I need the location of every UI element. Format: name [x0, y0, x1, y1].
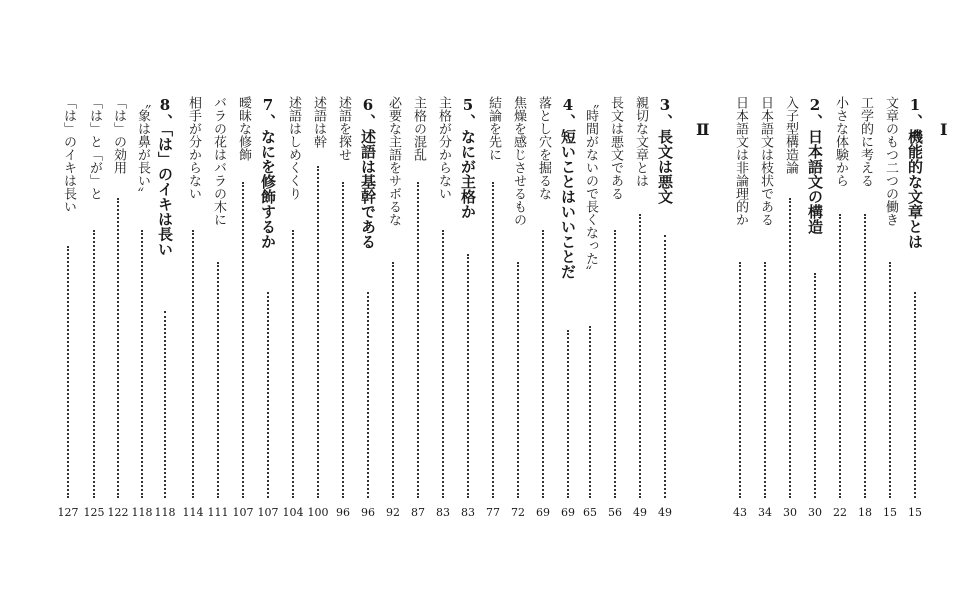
dot-leader — [542, 230, 544, 498]
dot-leader — [217, 262, 219, 498]
toc-section[interactable] — [605, 96, 625, 519]
dot-leader — [864, 214, 866, 498]
toc-section[interactable] — [533, 96, 553, 519]
dot-leader — [567, 330, 569, 498]
toc-page-number: 49 — [658, 506, 672, 519]
dot-leader — [267, 292, 269, 498]
toc-entry-title: 6、述語は基幹である — [359, 96, 377, 249]
toc-page-number: 56 — [608, 506, 622, 519]
toc-section[interactable] — [83, 96, 105, 519]
toc-page-number: 96 — [336, 506, 350, 519]
toc-entry-title: 結論を先に — [486, 96, 501, 161]
toc-chapter[interactable] — [257, 96, 279, 519]
toc-page-number: 30 — [783, 506, 797, 519]
toc-page-number: 49 — [633, 506, 647, 519]
toc-page-number: 43 — [733, 506, 747, 519]
dot-leader — [517, 262, 519, 498]
dot-leader — [164, 311, 166, 498]
toc-entry-title: 5、なにが主格か — [459, 96, 477, 219]
toc-entry-title: 曖昧な修飾 — [236, 96, 251, 161]
toc-section[interactable] — [232, 96, 254, 519]
toc-page-number: 122 — [107, 506, 129, 519]
toc-entry-title: 2、日本語文の構造 — [806, 96, 824, 234]
dot-leader — [492, 182, 494, 498]
toc-entry-title: 「は」と「が」と — [87, 96, 102, 200]
toc-chapter[interactable] — [655, 96, 675, 519]
toc-entry-title: 〝時間がないので長くなった〟 — [583, 96, 598, 278]
toc-section[interactable] — [182, 96, 204, 519]
toc-entry-title: 文章のもつ二つの働き — [883, 96, 898, 226]
toc-page-number: 87 — [411, 506, 425, 519]
toc-page-number: 72 — [511, 506, 525, 519]
dot-leader — [639, 214, 641, 498]
toc-chapter[interactable] — [905, 96, 925, 519]
dot-leader — [141, 230, 143, 498]
toc-entry-title: 主格が分からない — [436, 96, 451, 200]
toc-entry-title: 小さな体験から — [833, 96, 848, 187]
toc-section[interactable] — [307, 96, 329, 519]
toc-entry-title: 述語は幹 — [311, 96, 326, 148]
toc-section[interactable] — [880, 96, 900, 519]
dot-leader — [614, 230, 616, 498]
dot-leader — [192, 230, 194, 498]
toc-page-number: 127 — [57, 506, 79, 519]
toc-page-number: 92 — [386, 506, 400, 519]
dot-leader — [739, 262, 741, 498]
toc-chapter[interactable] — [558, 96, 578, 519]
dot-leader — [67, 246, 69, 498]
toc-page-number: 125 — [83, 506, 105, 519]
toc-entry-title: 述語を探せ — [336, 96, 351, 161]
toc-section[interactable] — [730, 96, 750, 519]
dot-leader — [117, 198, 119, 498]
toc-chapter[interactable] — [358, 96, 378, 519]
toc-entry-title: 1、機能的な文章とは — [906, 96, 924, 249]
toc-chapter[interactable] — [805, 96, 825, 519]
toc-entry-title: 述語はしめくくり — [286, 96, 301, 200]
toc-page-number: 69 — [536, 506, 550, 519]
toc-section[interactable] — [207, 96, 229, 519]
toc-entry-title: 相手が分からない — [186, 96, 201, 200]
toc-entry-title: 親切な文章とは — [633, 96, 648, 187]
toc-entry-title: 7、なにを修飾するか — [259, 96, 277, 249]
toc-page-number: 69 — [561, 506, 575, 519]
toc-section[interactable] — [755, 96, 775, 519]
dot-leader — [664, 235, 666, 498]
dot-leader — [93, 230, 95, 498]
dot-leader — [292, 230, 294, 498]
toc-section[interactable] — [57, 96, 79, 519]
toc-page-number: 107 — [232, 506, 254, 519]
toc-entry-title: 主格の混乱 — [411, 96, 426, 161]
toc-entry-title: 落とし穴を掘るな — [536, 96, 551, 200]
toc-entry-title: 4、短いことはいいことだ — [559, 96, 577, 279]
toc-page-number: 83 — [461, 506, 475, 519]
toc-page-number: 114 — [182, 506, 204, 519]
toc-page-number: 107 — [257, 506, 279, 519]
toc-entry-title: 8、「は」のイキは長い — [156, 96, 174, 257]
toc-page-number: 118 — [131, 506, 153, 519]
dot-leader — [764, 262, 766, 498]
toc-page-number: 77 — [486, 506, 500, 519]
toc-section[interactable] — [630, 96, 650, 519]
toc-section[interactable] — [508, 96, 528, 519]
toc-page-number: 22 — [833, 506, 847, 519]
dot-leader — [889, 262, 891, 498]
toc-page-number: 65 — [583, 506, 597, 519]
toc-section[interactable] — [483, 96, 503, 519]
toc-entry-title: 必要な主語をサボるな — [386, 96, 401, 226]
toc-section[interactable] — [408, 96, 428, 519]
toc-section[interactable] — [131, 96, 153, 519]
dot-leader — [317, 166, 319, 498]
toc-chapter[interactable] — [458, 96, 478, 519]
toc-section[interactable] — [433, 96, 453, 519]
toc-entry-title: バラの花はバラの木に — [211, 96, 226, 226]
toc-entry-title: 工学的に考える — [858, 96, 873, 187]
toc-entry-title: 長文は悪文である — [608, 96, 623, 200]
dot-leader — [342, 182, 344, 498]
dot-leader — [467, 254, 469, 498]
dot-leader — [789, 198, 791, 498]
toc-page-number: 18 — [858, 506, 872, 519]
toc-page-number: 100 — [307, 506, 329, 519]
part-numeral-2: Ⅱ — [696, 120, 710, 139]
toc-section[interactable] — [333, 96, 353, 519]
dot-leader — [417, 182, 419, 498]
dot-leader — [242, 182, 244, 498]
toc-entry-title: 焦燥を感じさせるもの — [511, 96, 526, 226]
toc-section[interactable] — [282, 96, 304, 519]
toc-page-number: 83 — [436, 506, 450, 519]
toc-section[interactable] — [580, 96, 600, 519]
toc-page-number: 30 — [808, 506, 822, 519]
toc-page-number: 111 — [207, 506, 229, 519]
toc-entry-title: 日本語文は非論理的か — [733, 96, 748, 226]
toc-section[interactable] — [830, 96, 850, 519]
dot-leader — [589, 326, 591, 498]
part-numeral-1: I — [940, 120, 948, 139]
toc-section[interactable] — [383, 96, 403, 519]
toc-entry-title: 「は」のイキは長い — [61, 96, 76, 213]
toc-entry-title: 〝象は鼻が長い〟 — [135, 96, 150, 200]
toc-page-number: 34 — [758, 506, 772, 519]
dot-leader — [392, 262, 394, 498]
dot-leader — [839, 214, 841, 498]
toc-page-number: 118 — [154, 506, 176, 519]
dot-leader — [367, 292, 369, 498]
dot-leader — [914, 292, 916, 498]
toc-page-number: 96 — [361, 506, 375, 519]
toc-page-number: 104 — [282, 506, 304, 519]
toc-section[interactable] — [855, 96, 875, 519]
toc-page-number: 15 — [908, 506, 922, 519]
toc-page-number: 15 — [883, 506, 897, 519]
toc-section[interactable] — [107, 96, 129, 519]
toc-entry-title: 3、長文は悪文 — [656, 96, 674, 204]
toc-entry-title: 入子型構造論 — [783, 96, 798, 174]
toc-chapter[interactable] — [154, 96, 176, 519]
toc-section[interactable] — [780, 96, 800, 519]
dot-leader — [442, 230, 444, 498]
toc-entry-title: 「は」の効用 — [111, 96, 126, 174]
toc-entry-title: 日本語文は枝状である — [758, 96, 773, 226]
dot-leader — [814, 273, 816, 498]
